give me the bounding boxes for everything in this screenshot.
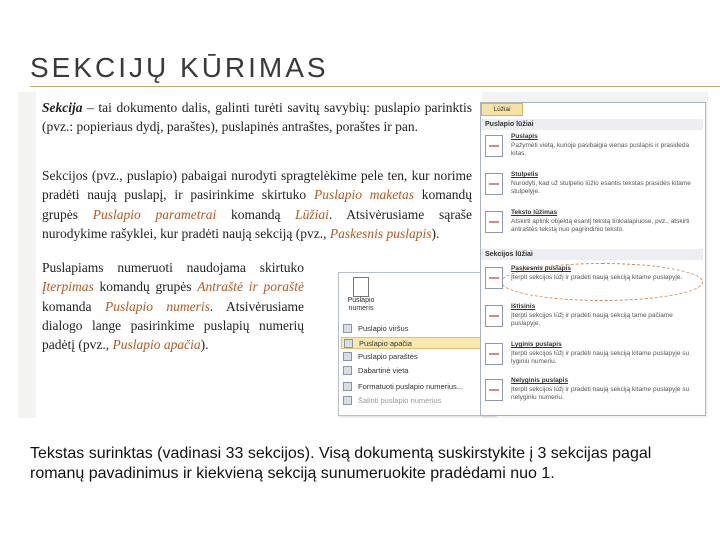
break-option-name: Paskesnis puslapis	[511, 265, 571, 272]
break-option-name: Ištisinis	[511, 303, 536, 310]
paragraph-section-break	[42, 166, 472, 243]
term-sekcija: Sekcija	[42, 100, 83, 115]
page-number-button-label: Puslapio numeris	[347, 297, 375, 312]
p3-highlight-3: Puslapio numeris	[104, 298, 210, 314]
assignment-caption: Tekstas surinktas (vadinasi 33 sekcijos). Visą dokumentą suskirstykite į 3 sekcijas pagal romanų pavadinimus ir kiekvieną sekciją sunumeruokite pradėdami nuo 1.	[30, 445, 652, 482]
p3-text-3: komanda	[42, 298, 105, 314]
menu-item-label: Puslapio apačia	[359, 339, 412, 348]
break-option-desc: Pažymėti vietą, kurioje pasibaigia vienas puslapis ir prasideda kitas.	[511, 142, 690, 157]
next-page-break-icon	[485, 267, 503, 289]
continuous-break-icon	[485, 305, 503, 327]
break-option-desc: Įterpti sekcijos lūžį ir pradėti naują sekciją kitame puslapyje su nelyginiu numeriu.	[511, 386, 690, 401]
page-number-button[interactable]	[343, 277, 379, 317]
break-option-even-page[interactable]	[481, 341, 703, 371]
break-option-continuous[interactable]	[481, 303, 703, 333]
break-option-text-wrapping[interactable]	[481, 209, 703, 241]
break-option-desc: Nurodyti, kad už stulpelio lūžio esantis tekstas prasidės kitame stulpelyje.	[511, 180, 691, 195]
p3-highlight-2: Antraštė ir poraštė	[197, 279, 304, 295]
menu-item-remove-page-numbers[interactable]	[341, 395, 491, 407]
paragraph-section-definition	[42, 98, 472, 137]
menu-item-page-top[interactable]	[341, 323, 491, 335]
break-option-name: Teksto lūžimas	[511, 209, 558, 216]
breaks-button[interactable]: Lūžiai	[481, 103, 523, 116]
page-bottom-icon	[344, 339, 353, 348]
odd-page-break-icon	[485, 379, 503, 401]
page-top-icon	[343, 324, 352, 333]
p2-text-4: . Atsivėrusiame sąraše nurodykime rašyklei, kur pradėti naują sekciją (pvz.,	[42, 206, 472, 241]
p2-text-2: komandų grupės	[42, 187, 472, 222]
menu-item-label: Puslapio paraštės	[358, 352, 418, 361]
page-margins-icon	[343, 352, 352, 361]
menu-item-page-bottom[interactable]	[341, 337, 491, 349]
paragraph-page-numbers	[42, 258, 304, 354]
p3-highlight-1: Įterpimas	[42, 279, 94, 295]
break-option-name: Stulpelis	[511, 171, 539, 178]
menu-item-label: Puslapio viršus	[358, 324, 409, 333]
menu-item-format-page-numbers[interactable]	[341, 381, 491, 393]
format-icon	[343, 382, 352, 391]
break-option-name: Lyginis puslapis	[511, 341, 562, 348]
break-option-desc: Įterpti sekcijos lūžį ir pradėti naują sekciją kitame puslapyje.	[511, 274, 683, 281]
p3-text-2: komandų grupės	[93, 279, 198, 295]
p3-text-4: . Atsivėrusiame dialogo lange pasirinkime puslapių numerių padėtį (pvz.,	[42, 298, 304, 353]
break-option-desc: Įterpti sekcijos lūžį ir pradėti naują sekciją kitame puslapyje su lyginiu numeriu.	[511, 350, 690, 365]
break-option-name: Puslapis	[511, 133, 538, 140]
remove-icon	[343, 396, 352, 405]
page-number-menu	[338, 272, 496, 416]
break-option-odd-page[interactable]	[481, 377, 703, 409]
menu-item-label: Dabartinė vieta	[358, 366, 409, 375]
slide-title: SEKCIJŲ KŪRIMAS	[30, 52, 329, 83]
textbook-excerpt-image	[18, 92, 708, 418]
break-option-next-page[interactable]	[481, 265, 703, 295]
p3-text-1: Puslapiams numeruoti naudojama skirtuko	[42, 260, 304, 275]
break-option-page[interactable]	[481, 133, 703, 163]
text-wrapping-icon	[485, 211, 503, 233]
menu-item-page-margins[interactable]	[341, 351, 491, 363]
p2-text-3: komandą	[216, 206, 296, 222]
page-number-icon	[353, 277, 369, 297]
title-divider	[30, 86, 720, 87]
menu-item-label: Formatuoti puslapio numerius...	[358, 382, 464, 391]
even-page-break-icon	[485, 343, 503, 365]
break-option-name: Nelyginis puslapis	[511, 377, 569, 384]
p2-text-1: Sekcijos (pvz., puslapio) pabaigai nurodyti spragtelėkime pele ten, kur norime pradėti naują puslapį, ir pasirinkime skirtuko	[42, 168, 472, 203]
p2-text-5: ).	[431, 225, 440, 241]
p3-text-5: ).	[200, 337, 209, 353]
page-break-icon	[485, 135, 503, 157]
p2-highlight-1: Puslapio maketas	[313, 187, 414, 203]
p3-highlight-4: Puslapio apačia	[112, 337, 201, 353]
paragraph1-text: – tai dokumento dalis, galinti turėti savitų savybių: puslapio parinktis (pvz.: popieriaus dydį, paraštes), puslapinės antraštes, poraštes ir pan.	[42, 100, 472, 135]
page-breaks-header: Puslapio lūžiai	[481, 119, 703, 130]
menu-item-label: Šalinti puslapio numerius	[358, 396, 442, 405]
current-position-icon	[343, 366, 352, 375]
p2-highlight-2: Puslapio parametrai	[92, 206, 217, 222]
break-option-desc: Įterpti sekcijos lūžį ir pradėti naują sekciją tame pačiame puslapyje.	[511, 312, 673, 327]
breaks-gallery	[480, 102, 706, 416]
break-option-desc: Atskirti aplink objektą esantį tekstą tinklalapiuose, pvz., atskirti antraštės tekstą nuo pagrindinio teksto.	[511, 218, 690, 233]
p2-highlight-4: Paskesnis puslapis	[329, 225, 432, 241]
menu-item-current-position[interactable]	[341, 365, 491, 377]
textbook-page	[36, 92, 482, 418]
p2-highlight-3: Lūžiai	[295, 206, 329, 222]
section-breaks-header: Sekcijos lūžiai	[481, 249, 703, 260]
break-option-column[interactable]	[481, 171, 703, 201]
column-break-icon	[485, 173, 503, 195]
